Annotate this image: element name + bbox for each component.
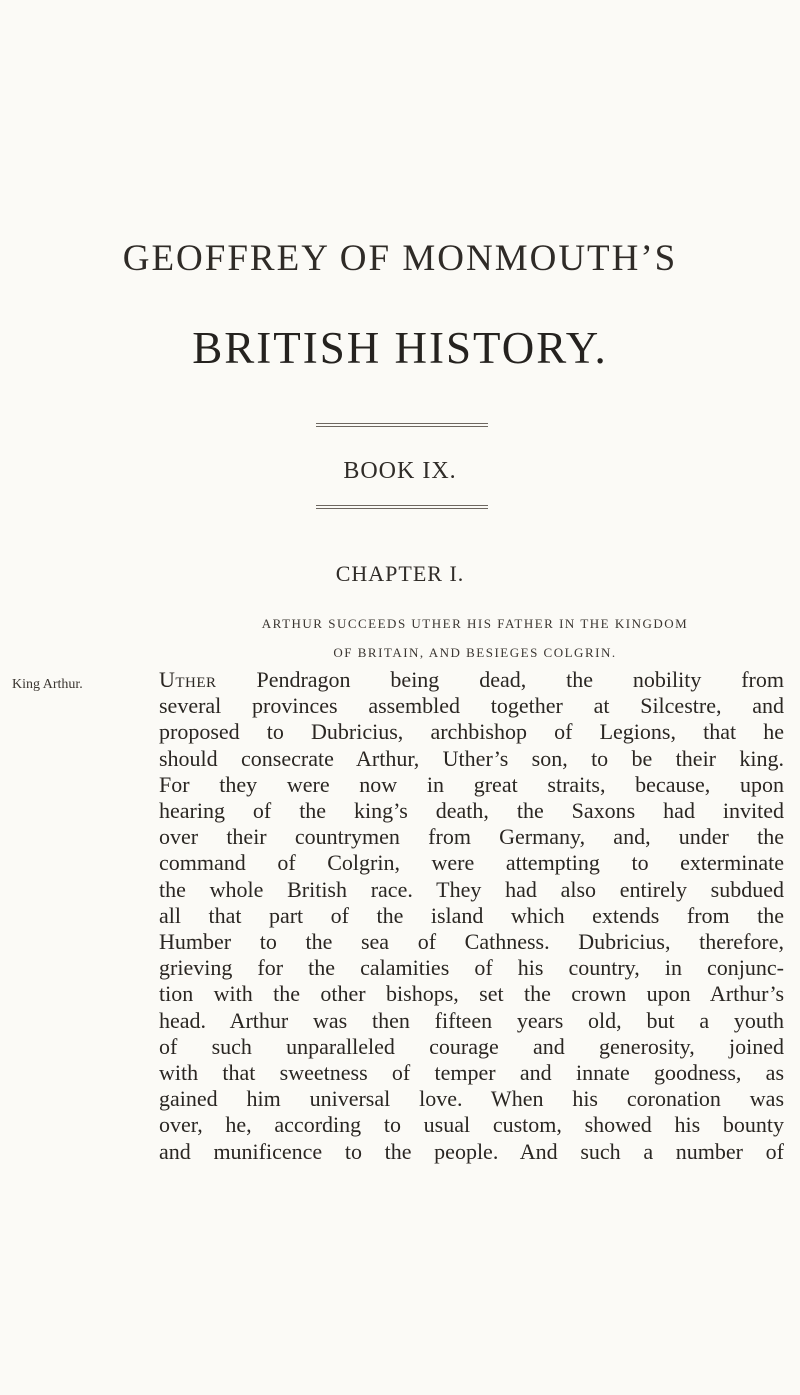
chapter-heading: CHAPTER I. (335, 561, 465, 586)
body-line: For they were now in great straits, because, upon (159, 771, 784, 797)
body-line: and munificence to the people. And such a number of (159, 1138, 784, 1164)
bottom-rule-upper (316, 505, 488, 506)
body-line: over their countrymen from Germany, and, under the (159, 824, 784, 850)
body-line: proposed to Dubricius, archbishop of Legions, that he (159, 719, 784, 745)
chapter-summary (160, 609, 790, 667)
body-line: grieving for the calamities of his country, in conjunc- (159, 955, 784, 981)
body-line: hearing of the king’s death, the Saxons had invited (159, 798, 784, 824)
body-paragraph (159, 667, 784, 1165)
chapter-summary-line-1: ARTHUR SUCCEEDS UTHER HIS FATHER IN THE KINGDOM (261, 616, 689, 631)
page-title-line-1: GEOFFREY OF MONMOUTH’S (122, 238, 678, 279)
first-word: Uther (159, 667, 217, 692)
book-heading: BOOK IX. (343, 458, 457, 484)
body-line-text: Pendragon being dead, the nobility from (216, 667, 784, 692)
body-line: head. Arthur was then fifteen years old, but a youth (159, 1007, 784, 1033)
body-line: with that sweetness of temper and innate goodness, as (159, 1060, 784, 1086)
body-line: over, he, according to usual custom, showed his bounty (159, 1112, 784, 1138)
bottom-rule-lower (316, 508, 488, 509)
body-line: tion with the other bishops, set the crown upon Arthur’s (159, 981, 784, 1007)
body-line: all that part of the island which extends from the (159, 902, 784, 928)
margin-note: King Arthur. (12, 677, 83, 692)
body-line: gained him universal love. When his coronation was (159, 1086, 784, 1112)
body-line (159, 667, 784, 693)
body-line: the whole British race. They had also entirely subdued (159, 876, 784, 902)
body-line: command of Colgrin, were attempting to exterminate (159, 850, 784, 876)
body-line: of such unparalleled courage and generosity, joined (159, 1033, 784, 1059)
body-line: Humber to the sea of Cathness. Dubricius, therefore, (159, 929, 784, 955)
top-rule-upper (316, 423, 488, 424)
chapter-summary-line-2: OF BRITAIN, AND BESIEGES COLGRIN. (333, 645, 617, 660)
body-line: should consecrate Arthur, Uther’s son, to be their king. (159, 745, 784, 771)
top-rule-lower (316, 426, 488, 427)
body-line: several provinces assembled together at Silcestre, and (159, 693, 784, 719)
page-title-line-2: BRITISH HISTORY. (192, 323, 608, 373)
